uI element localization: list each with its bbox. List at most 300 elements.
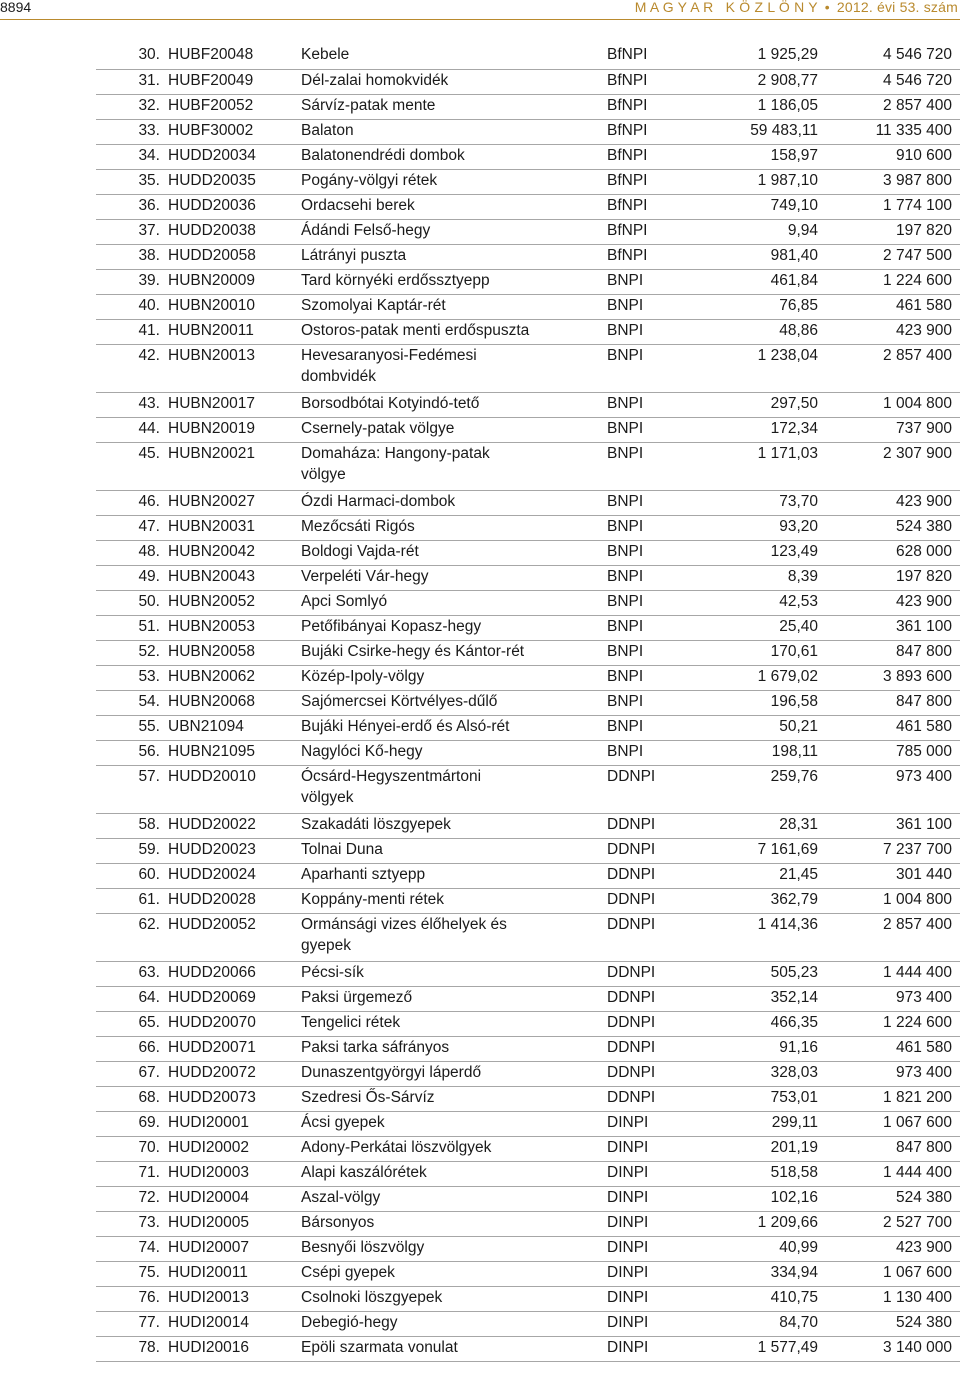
row-number: 71.	[96, 1161, 168, 1186]
site-name: Látrányi puszta	[301, 244, 607, 269]
site-name-line: Ormánsági vizes élőhelyek és	[301, 915, 507, 933]
row-number: 64.	[96, 986, 168, 1011]
support-amount: 2 857 400	[826, 913, 960, 961]
site-area: 518,58	[722, 1161, 826, 1186]
managing-org: DINPI	[607, 1136, 722, 1161]
managing-org: DINPI	[607, 1336, 722, 1361]
site-name: Apci Somlyó	[301, 590, 607, 615]
table-row	[96, 961, 960, 986]
row-number: 51.	[96, 615, 168, 640]
row-number: 49.	[96, 565, 168, 590]
table-row	[96, 1336, 960, 1361]
table-row	[96, 838, 960, 863]
site-name: Csernely-patak völgye	[301, 417, 607, 442]
managing-org: DINPI	[607, 1186, 722, 1211]
table-row	[96, 740, 960, 765]
managing-org: BfNPI	[607, 144, 722, 169]
row-number: 72.	[96, 1186, 168, 1211]
site-name: Paksi tarka sáfrányos	[301, 1036, 607, 1061]
table-row	[96, 169, 960, 194]
support-amount: 423 900	[826, 319, 960, 344]
site-name-line: dombvidék	[301, 367, 376, 385]
site-name: Bujáki Csirke-hegy és Kántor-rét	[301, 640, 607, 665]
row-number: 42.	[96, 344, 168, 392]
managing-org: BNPI	[607, 294, 722, 319]
site-area: 753,01	[722, 1086, 826, 1111]
site-area: 328,03	[722, 1061, 826, 1086]
site-name: Szomolyai Kaptár-rét	[301, 294, 607, 319]
managing-org: BNPI	[607, 565, 722, 590]
support-amount: 1 444 400	[826, 1161, 960, 1186]
row-number: 37.	[96, 219, 168, 244]
support-amount: 3 987 800	[826, 169, 960, 194]
table-row	[96, 813, 960, 838]
site-code: HUDD20010	[168, 765, 301, 813]
row-number: 39.	[96, 269, 168, 294]
site-area: 73,70	[722, 490, 826, 515]
header-rule	[0, 19, 960, 20]
managing-org: BNPI	[607, 417, 722, 442]
managing-org: BfNPI	[607, 169, 722, 194]
support-amount: 1 224 600	[826, 269, 960, 294]
table-row	[96, 615, 960, 640]
site-code: HUDD20023	[168, 838, 301, 863]
site-code: HUDD20022	[168, 813, 301, 838]
row-number: 66.	[96, 1036, 168, 1061]
table-row	[96, 144, 960, 169]
site-area: 410,75	[722, 1286, 826, 1311]
site-code: HUDD20035	[168, 169, 301, 194]
support-amount: 524 380	[826, 1186, 960, 1211]
managing-org: DDNPI	[607, 863, 722, 888]
table-row	[96, 69, 960, 94]
support-amount: 737 900	[826, 417, 960, 442]
row-number: 65.	[96, 1011, 168, 1036]
managing-org: BNPI	[607, 740, 722, 765]
site-name-line: Ócsárd-Hegyszentmártoni	[301, 767, 482, 785]
site-area: 158,97	[722, 144, 826, 169]
managing-org: BNPI	[607, 392, 722, 417]
managing-org: DDNPI	[607, 986, 722, 1011]
site-name: Paksi ürgemező	[301, 986, 607, 1011]
site-table	[96, 44, 960, 1362]
site-area: 9,94	[722, 219, 826, 244]
support-amount: 197 820	[826, 219, 960, 244]
row-number: 47.	[96, 515, 168, 540]
site-name: Ácsi gyepek	[301, 1111, 607, 1136]
site-code: HUDD20034	[168, 144, 301, 169]
site-area: 102,16	[722, 1186, 826, 1211]
support-amount: 461 580	[826, 1036, 960, 1061]
row-number: 52.	[96, 640, 168, 665]
managing-org: BNPI	[607, 515, 722, 540]
site-area: 466,35	[722, 1011, 826, 1036]
support-amount: 361 100	[826, 615, 960, 640]
site-area: 172,34	[722, 417, 826, 442]
managing-org: BNPI	[607, 590, 722, 615]
support-amount: 1 130 400	[826, 1286, 960, 1311]
managing-org: DDNPI	[607, 1036, 722, 1061]
issue-label: 2012. évi 53. szám	[836, 0, 958, 15]
support-amount: 197 820	[826, 565, 960, 590]
managing-org: BfNPI	[607, 69, 722, 94]
site-area: 1 577,49	[722, 1336, 826, 1361]
site-area: 201,19	[722, 1136, 826, 1161]
site-area: 48,86	[722, 319, 826, 344]
site-code: HUBN20068	[168, 690, 301, 715]
row-number: 75.	[96, 1261, 168, 1286]
table-row	[96, 119, 960, 144]
table-row	[96, 888, 960, 913]
support-amount: 2 527 700	[826, 1211, 960, 1236]
site-name: Bársonyos	[301, 1211, 607, 1236]
table-row	[96, 640, 960, 665]
support-amount: 524 380	[826, 515, 960, 540]
site-name: Pogány-völgyi rétek	[301, 169, 607, 194]
managing-org: DDNPI	[607, 765, 722, 813]
row-number: 78.	[96, 1336, 168, 1361]
site-area: 334,94	[722, 1261, 826, 1286]
site-area: 59 483,11	[722, 119, 826, 144]
table-row	[96, 1161, 960, 1186]
site-name: Sajómercsei Körtvélyes-dűlő	[301, 690, 607, 715]
support-amount: 973 400	[826, 765, 960, 813]
site-name: Szakadáti löszgyepek	[301, 813, 607, 838]
site-area: 1 414,36	[722, 913, 826, 961]
site-name	[301, 442, 607, 490]
row-number: 35.	[96, 169, 168, 194]
table-row	[96, 1086, 960, 1111]
table-row	[96, 1036, 960, 1061]
row-number: 45.	[96, 442, 168, 490]
site-name: Tard környéki erdőssztyepp	[301, 269, 607, 294]
support-amount: 1 067 600	[826, 1261, 960, 1286]
journal-title	[635, 0, 958, 14]
support-amount: 785 000	[826, 740, 960, 765]
managing-org: BNPI	[607, 269, 722, 294]
managing-org: BNPI	[607, 690, 722, 715]
table-row	[96, 269, 960, 294]
site-code: HUDI20001	[168, 1111, 301, 1136]
site-code: HUBN20052	[168, 590, 301, 615]
support-amount: 423 900	[826, 1236, 960, 1261]
table-row	[96, 590, 960, 615]
table-row	[96, 690, 960, 715]
managing-org: DINPI	[607, 1261, 722, 1286]
row-number: 69.	[96, 1111, 168, 1136]
row-number: 76.	[96, 1286, 168, 1311]
row-number: 59.	[96, 838, 168, 863]
site-area: 299,11	[722, 1111, 826, 1136]
support-amount: 847 800	[826, 690, 960, 715]
support-amount: 423 900	[826, 590, 960, 615]
managing-org: DDNPI	[607, 838, 722, 863]
managing-org: DDNPI	[607, 1061, 722, 1086]
managing-org: BNPI	[607, 665, 722, 690]
managing-org: BNPI	[607, 344, 722, 392]
site-name: Mezőcsáti Rigós	[301, 515, 607, 540]
site-name: Bujáki Hényei-erdő és Alsó-rét	[301, 715, 607, 740]
row-number: 68.	[96, 1086, 168, 1111]
table-row	[96, 94, 960, 119]
support-amount: 461 580	[826, 715, 960, 740]
row-number: 43.	[96, 392, 168, 417]
site-area: 8,39	[722, 565, 826, 590]
journal-name: M A G Y A R K Ö Z L Ö N Y	[634, 0, 818, 15]
site-area: 1 925,29	[722, 44, 826, 69]
site-area: 84,70	[722, 1311, 826, 1336]
site-area: 21,45	[722, 863, 826, 888]
managing-org: BfNPI	[607, 94, 722, 119]
site-code: HUDD20069	[168, 986, 301, 1011]
site-code: HUDD20058	[168, 244, 301, 269]
site-name: Tengelici rétek	[301, 1011, 607, 1036]
support-amount: 847 800	[826, 640, 960, 665]
table-row	[96, 1061, 960, 1086]
managing-org: BNPI	[607, 442, 722, 490]
site-area: 1 238,04	[722, 344, 826, 392]
site-name: Közép-Ipoly-völgy	[301, 665, 607, 690]
site-area: 76,85	[722, 294, 826, 319]
row-number: 41.	[96, 319, 168, 344]
managing-org: BNPI	[607, 490, 722, 515]
site-name: Pécsi-sík	[301, 961, 607, 986]
site-name: Dél-zalai homokvidék	[301, 69, 607, 94]
managing-org: DDNPI	[607, 888, 722, 913]
row-number: 60.	[96, 863, 168, 888]
site-code: HUDD20036	[168, 194, 301, 219]
table-row	[96, 1286, 960, 1311]
site-name	[301, 913, 607, 961]
site-name: Verpeléti Vár-hegy	[301, 565, 607, 590]
site-name: Tolnai Duna	[301, 838, 607, 863]
row-number: 73.	[96, 1211, 168, 1236]
site-code: HUBF20048	[168, 44, 301, 69]
support-amount: 4 546 720	[826, 69, 960, 94]
support-amount: 423 900	[826, 490, 960, 515]
support-amount: 2 747 500	[826, 244, 960, 269]
site-code: UBN21094	[168, 715, 301, 740]
managing-org: DINPI	[607, 1161, 722, 1186]
row-number: 77.	[96, 1311, 168, 1336]
row-number: 34.	[96, 144, 168, 169]
site-code: HUDD20070	[168, 1011, 301, 1036]
table-row	[96, 765, 960, 813]
support-amount: 3 140 000	[826, 1336, 960, 1361]
row-number: 48.	[96, 540, 168, 565]
managing-org: BfNPI	[607, 119, 722, 144]
site-code: HUBN20021	[168, 442, 301, 490]
site-code: HUBN20053	[168, 615, 301, 640]
site-name: Sárvíz-patak mente	[301, 94, 607, 119]
site-area: 1 186,05	[722, 94, 826, 119]
row-number: 57.	[96, 765, 168, 813]
row-number: 33.	[96, 119, 168, 144]
managing-org: BNPI	[607, 615, 722, 640]
managing-org: DINPI	[607, 1111, 722, 1136]
site-name: Aszal-völgy	[301, 1186, 607, 1211]
site-area: 505,23	[722, 961, 826, 986]
support-amount: 1 004 800	[826, 888, 960, 913]
site-name: Ostoros-patak menti erdőspuszta	[301, 319, 607, 344]
site-code: HUDI20013	[168, 1286, 301, 1311]
table-row	[96, 863, 960, 888]
site-code: HUDD20038	[168, 219, 301, 244]
site-name: Balatonendrédi dombok	[301, 144, 607, 169]
site-code: HUBN20062	[168, 665, 301, 690]
site-area: 28,31	[722, 813, 826, 838]
site-name: Adony-Perkátai löszvölgyek	[301, 1136, 607, 1161]
site-name: Boldogi Vajda-rét	[301, 540, 607, 565]
row-number: 40.	[96, 294, 168, 319]
site-name-line: gyepek	[301, 936, 351, 954]
table-row	[96, 715, 960, 740]
managing-org: DINPI	[607, 1236, 722, 1261]
managing-org: BNPI	[607, 319, 722, 344]
support-amount: 1 067 600	[826, 1111, 960, 1136]
site-area: 297,50	[722, 392, 826, 417]
site-area: 196,58	[722, 690, 826, 715]
row-number: 62.	[96, 913, 168, 961]
site-code: HUDD20066	[168, 961, 301, 986]
site-area: 40,99	[722, 1236, 826, 1261]
site-area: 7 161,69	[722, 838, 826, 863]
site-area: 362,79	[722, 888, 826, 913]
site-name: Csolnoki löszgyepek	[301, 1286, 607, 1311]
table-row	[96, 344, 960, 392]
row-number: 61.	[96, 888, 168, 913]
site-name-line: völgyek	[301, 788, 354, 806]
site-name: Nagylóci Kő-hegy	[301, 740, 607, 765]
site-code: HUDD20028	[168, 888, 301, 913]
managing-org: DDNPI	[607, 1086, 722, 1111]
site-name-line: Hevesaranyosi-Fedémesi	[301, 346, 477, 364]
support-amount: 361 100	[826, 813, 960, 838]
site-area: 1 679,02	[722, 665, 826, 690]
site-code: HUDD20072	[168, 1061, 301, 1086]
row-number: 70.	[96, 1136, 168, 1161]
table-row	[96, 442, 960, 490]
page-number: 8894	[0, 0, 32, 15]
table-row	[96, 1186, 960, 1211]
header-bullet: •	[824, 0, 830, 15]
managing-org: DINPI	[607, 1311, 722, 1336]
site-code: HUDI20002	[168, 1136, 301, 1161]
row-number: 53.	[96, 665, 168, 690]
site-area: 170,61	[722, 640, 826, 665]
site-code: HUBN20009	[168, 269, 301, 294]
support-amount: 973 400	[826, 1061, 960, 1086]
managing-org: DDNPI	[607, 813, 722, 838]
site-code: HUBN20042	[168, 540, 301, 565]
table-row	[96, 44, 960, 69]
site-code: HUDI20007	[168, 1236, 301, 1261]
site-name-line: völgye	[301, 465, 346, 483]
site-area: 1 171,03	[722, 442, 826, 490]
row-number: 30.	[96, 44, 168, 69]
managing-org: DDNPI	[607, 1011, 722, 1036]
managing-org: DINPI	[607, 1286, 722, 1311]
support-amount: 1 444 400	[826, 961, 960, 986]
support-amount: 461 580	[826, 294, 960, 319]
table-row	[96, 1311, 960, 1336]
managing-org: BNPI	[607, 640, 722, 665]
site-name-line: Domaháza: Hangony-patak	[301, 444, 490, 462]
table-row	[96, 540, 960, 565]
site-name: Koppány-menti rétek	[301, 888, 607, 913]
support-amount: 847 800	[826, 1136, 960, 1161]
table-row	[96, 392, 960, 417]
site-area: 1 987,10	[722, 169, 826, 194]
table-row	[96, 1236, 960, 1261]
site-area: 123,49	[722, 540, 826, 565]
site-name: Dunaszentgyörgyi láperdő	[301, 1061, 607, 1086]
support-amount: 4 546 720	[826, 44, 960, 69]
site-name: Csépi gyepek	[301, 1261, 607, 1286]
site-name: Debegió-hegy	[301, 1311, 607, 1336]
support-amount: 2 857 400	[826, 94, 960, 119]
site-code: HUDD20024	[168, 863, 301, 888]
table-row	[96, 417, 960, 442]
table-row	[96, 1111, 960, 1136]
support-amount: 524 380	[826, 1311, 960, 1336]
site-area: 50,21	[722, 715, 826, 740]
table-row	[96, 294, 960, 319]
support-amount: 2 307 900	[826, 442, 960, 490]
site-area: 198,11	[722, 740, 826, 765]
row-number: 74.	[96, 1236, 168, 1261]
row-number: 44.	[96, 417, 168, 442]
table-row	[96, 1136, 960, 1161]
site-area: 1 209,66	[722, 1211, 826, 1236]
row-number: 50.	[96, 590, 168, 615]
row-number: 36.	[96, 194, 168, 219]
site-code: HUBF20052	[168, 94, 301, 119]
site-code: HUDI20011	[168, 1261, 301, 1286]
row-number: 46.	[96, 490, 168, 515]
site-code: HUDD20073	[168, 1086, 301, 1111]
site-area: 749,10	[722, 194, 826, 219]
site-code: HUBF30002	[168, 119, 301, 144]
site-code: HUDI20014	[168, 1311, 301, 1336]
site-code: HUBN20019	[168, 417, 301, 442]
site-area: 981,40	[722, 244, 826, 269]
site-name: Ádándi Felső-hegy	[301, 219, 607, 244]
managing-org: BfNPI	[607, 194, 722, 219]
site-name: Aparhanti sztyepp	[301, 863, 607, 888]
managing-org: DINPI	[607, 1211, 722, 1236]
table-row	[96, 515, 960, 540]
support-amount: 7 237 700	[826, 838, 960, 863]
row-number: 55.	[96, 715, 168, 740]
support-amount: 973 400	[826, 986, 960, 1011]
support-amount: 2 857 400	[826, 344, 960, 392]
row-number: 58.	[96, 813, 168, 838]
support-amount: 628 000	[826, 540, 960, 565]
table-row	[96, 1261, 960, 1286]
site-code: HUBF20049	[168, 69, 301, 94]
row-number: 63.	[96, 961, 168, 986]
table-row	[96, 490, 960, 515]
site-table-body	[96, 44, 960, 1361]
row-number: 31.	[96, 69, 168, 94]
managing-org: DDNPI	[607, 913, 722, 961]
site-name: Borsodbótai Kotyindó-tető	[301, 392, 607, 417]
managing-org: BfNPI	[607, 44, 722, 69]
site-name: Petőfibányai Kopasz-hegy	[301, 615, 607, 640]
table-row	[96, 244, 960, 269]
support-amount: 1 774 100	[826, 194, 960, 219]
